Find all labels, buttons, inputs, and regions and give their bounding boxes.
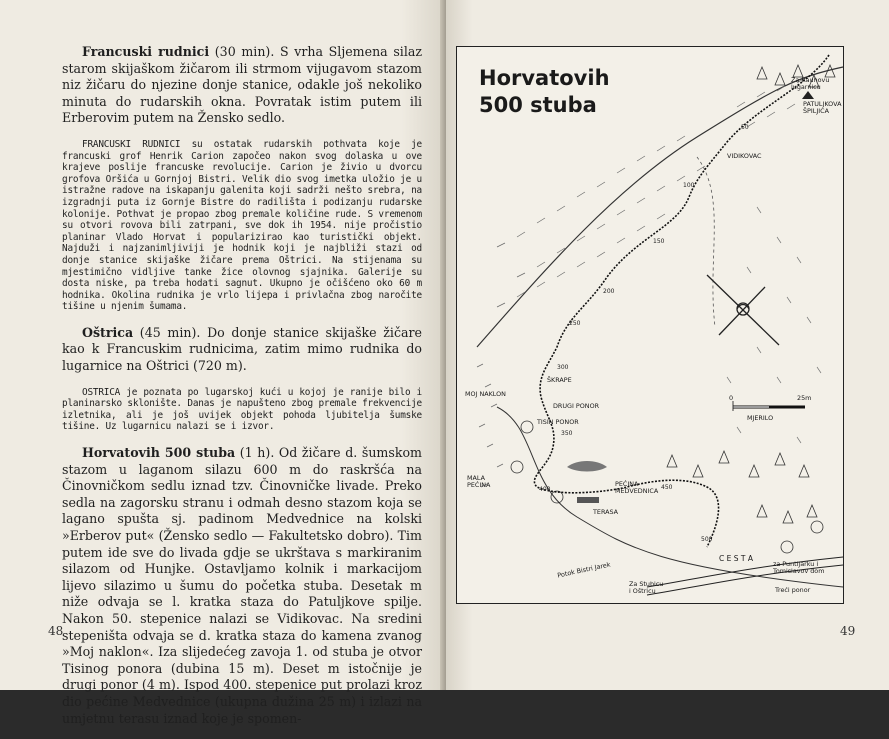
step-number-label: 400 <box>539 486 551 493</box>
trail-map <box>456 46 844 604</box>
label-mala-pecina: MALA PEĆINA <box>467 474 491 490</box>
step-number-label: 50 <box>741 124 749 131</box>
label-vidikovac: VIDIKOVAC <box>727 152 762 160</box>
cave-symbol <box>802 91 814 99</box>
left-page-text <box>62 44 422 739</box>
map-title-line-1: Horvatovih <box>479 66 610 90</box>
note-francuski-rudnici: FRANCUSKI RUDNICI su ostatak rudarskih pothvata koje je francuski grof Henrik Carion započeo nakon svog dolaska u ove krajeve poslije francuske revolucije. Carion je živio u dvorcu grofova Oršića u Gornjoj Bistri. Velik dio svog imetka uložio je u istražne radove na iskapanju galenita koji sadrži nešto srebra, na izgradnji puta iz Gornje Bistre do radilišta i podizanju rudarske kolonije. Pothvat je propao zbog premale količine rude. S vremenom su otvori rovova bili zatrpani, sve dok ih 1954. nije pročistio planinar Vlado Horvat i popularizirao kao turistički objekt. Najduži i najzanimljiviji je hodnik koji je najbliži stazi od donje stanice skijaške žičare prema Oštrici. Na stijenama su mjestimično vidljive tanke žice olovnog sjajnika. Galerije su dosta niske, pa treba hodati sagnut. Ukupno je očišćeno oko 60 m hodnika. Okolina rudnika je vrlo lijepa i privlačna zbog naročite tišine u njenim šumama. <box>62 138 422 313</box>
ridge-line <box>477 67 843 347</box>
paragraph-ostrica <box>62 325 422 375</box>
label-terasa: TERASA <box>593 508 619 516</box>
page-number-left: 48 <box>48 624 64 638</box>
label-moj-naklon: MOJ NAKLON <box>465 390 506 398</box>
label-patuljkova-spiljica: PATULJKOVA ŠPILJICA <box>803 100 842 116</box>
label-skrape: ŠKRAPE <box>547 376 572 384</box>
cave-medvednica-shape <box>567 461 607 472</box>
label-drugi-ponor: DRUGI PONOR <box>553 402 600 410</box>
heading-horvatovih-stuba: Horvatovih 500 stuba <box>82 445 236 461</box>
step-number-label: 200 <box>603 288 615 295</box>
north-arrow <box>707 275 779 345</box>
step-number-label: 250 <box>569 320 581 327</box>
label-pecina-medvednica: PEĆINA MEDVEDNICA <box>615 480 659 496</box>
step-number-label: 500 <box>701 536 713 543</box>
step-number-label: 350 <box>561 430 573 437</box>
step-number-label: 450 <box>661 484 673 491</box>
label-scale-25m: 25m <box>797 394 812 402</box>
paragraph-text: (45 min). Do donje stanice skijaške žičare kao k Francuskim rudnicima, zatim mimo rudnika do lugarnice na Oštrici (720 m). <box>62 324 422 374</box>
heading-francuski-rudnici: Francuski rudnici <box>82 44 210 59</box>
label-mjerilo: MJERILO <box>747 414 774 422</box>
scale-bar <box>733 401 805 411</box>
label-za-puntijarku: za Puntijarku i Tomislavov dom <box>773 560 825 576</box>
label-rauhova-lugarnica: Za Rauhovu lugarnicu <box>791 76 830 92</box>
terrace-shape <box>577 497 599 503</box>
map-title-line-2: 500 stuba <box>479 93 597 117</box>
map-drawing <box>457 47 843 603</box>
paragraph-francuski-rudnici <box>62 44 422 127</box>
label-scale-zero: 0 <box>729 394 734 402</box>
heading-ostrica: Oštrica <box>82 324 134 340</box>
label-cesta: C E S T A <box>719 554 753 563</box>
note-ostrica: OSTRICA je poznata po lugarskoj kući u kojoj je ranije bilo i planinarsko sklonište. Danas je napušteno zbog premale frekvencije izletnika, ali je još uvijek objekt pohoda ljubitelja šumske tišine. Uz lugarnicu nalazi se i izvor. <box>62 386 422 433</box>
label-potok-bistri-jarek: Potok Bistri Jarek <box>556 560 612 580</box>
paragraph-text: (1 h). Od žičare d. šumskom stazom u laganom silazu 600 m do raskršća na Činovničkom sedlu iznad tzv. Činovničke livade. Preko sedla na zagorsku stranu i odmah desno stazom koja se lagano spušta sj. padinom Medvednice na kolski »Erberov put« (Žensko sedlo — Fakultetsko dobro). Tim putem ide sve do livada gdje se ukrštava s markiranim silazom od Hunjke. Ostavljamo kolnik i markacijom lijevo silazimo u šumu do početka stuba. Desetak m niže odvaja se l. kratka staza do Patuljkove spilje. Nakon 50. stepenice nalazi se Vidikovac. Na sredini stepeništa odvaja se d. kratka staza do kamena zvanog »Moj naklon«. Iza slijedećeg zavoja 1. od stuba je otvor Tisinog ponora (dubina 15 m). Deset m istočnije je drugi ponor (4 m). Ispod 400. stepenice put prolazi kroz dio pećine Medvednice (ukupna dužina 25 m) i izlazi na umjetnu terasu iznad koje je spomen- <box>62 445 422 726</box>
page-number-right: 49 <box>840 624 856 638</box>
label-tisin-ponor: TISIN PONOR <box>537 418 579 426</box>
slope-line <box>697 157 715 327</box>
paragraph-horvatovih-stuba <box>62 445 422 727</box>
step-number-label: 150 <box>653 238 665 245</box>
label-treci-ponor: Treći ponor <box>775 586 811 594</box>
label-za-stubicu: Za Stubicu i Oštricu <box>629 580 664 596</box>
main-trail <box>534 55 829 547</box>
step-number-label: 300 <box>557 364 569 371</box>
terrain-hatching <box>477 78 805 487</box>
paragraph-text: (30 min). S vrha Sljemena silaz starom skijaškom žičarom ili strmom vijugavom stazom niz žičaru do njezine donje stanice, odakle još nekoliko minuta do rudarskih okna. Povratak istim putem ili Erberovim putem na Žensko sedlo. <box>62 44 422 126</box>
step-number-label: 100 <box>683 182 695 189</box>
left-page <box>0 0 446 726</box>
